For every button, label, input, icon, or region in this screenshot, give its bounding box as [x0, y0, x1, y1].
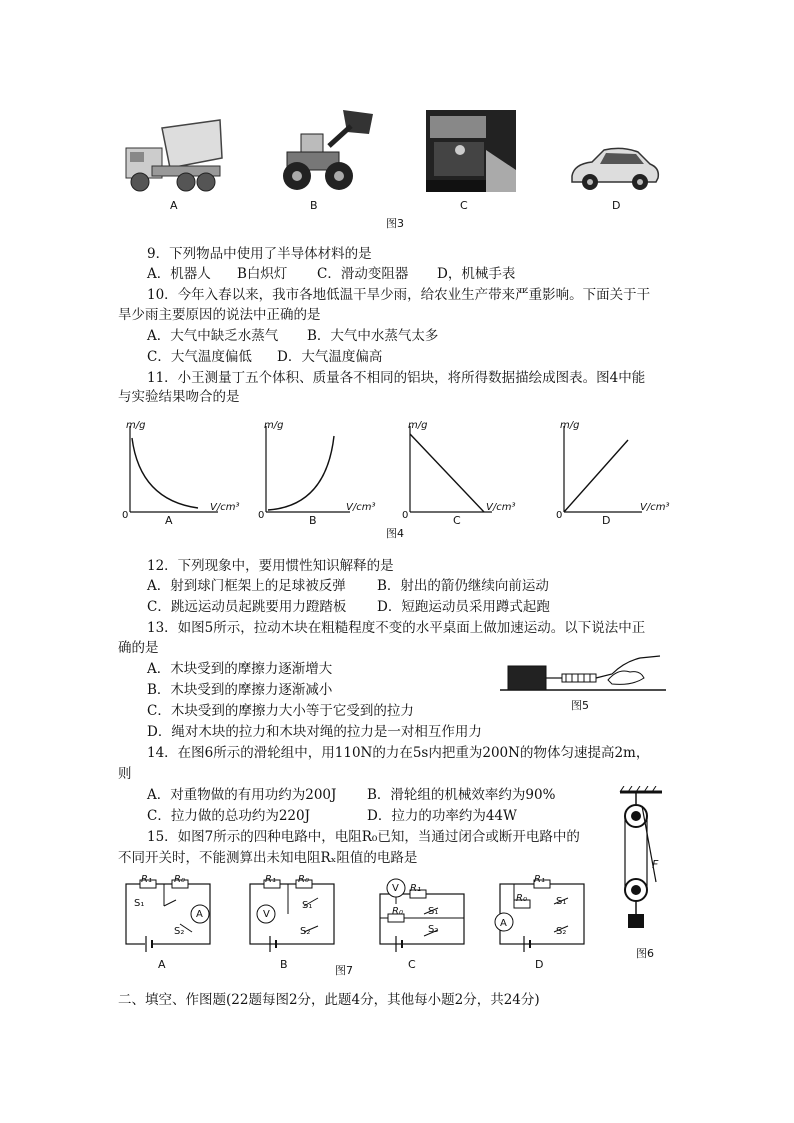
fig4-caption: 图4 [386, 527, 404, 540]
fig7-a-r1: R₁ [141, 874, 152, 885]
q13-option-d: D．绳对木块的拉力和木块对绳的拉力是一对相互作用力 [147, 724, 482, 740]
fig4-graph-a [130, 426, 218, 512]
q9-option-b: B白炽灯 [237, 266, 288, 282]
q14-option-d: D．拉力的功率约为44W [367, 808, 517, 824]
fig4-label-b: B [309, 514, 317, 527]
q12-option-d: D．短跑运动员采用蹲式起跑 [377, 599, 550, 615]
fig4-graph-b [266, 426, 350, 512]
q9-option-d: D，机械手表 [437, 266, 516, 282]
fig3-label-a: A [170, 199, 178, 212]
locomotive-icon [426, 110, 516, 192]
fig4-label-d: D [602, 514, 611, 527]
q13-option-a: A．木块受到的摩擦力逐渐增大 [147, 661, 333, 677]
q11-stem-2: 与实验结果吻合的是 [118, 389, 240, 405]
q11-stem-1: 11．小王测量丁五个体积、质量各不相同的铝块，将所得数据描绘成图表。图4中能 [147, 370, 646, 386]
q14-stem-2: 则 [118, 766, 132, 782]
fig5 [500, 652, 666, 696]
fig7-d-s1: S₁ [556, 896, 567, 907]
q12-stem: 12．下列现象中，要用惯性知识解释的是 [147, 558, 394, 574]
fig6-force-label: F [652, 858, 659, 871]
q10-option-b: B．大气中水蒸气太多 [307, 328, 439, 344]
fig4-c-xlabel: V/cm³ [486, 502, 516, 513]
q12-option-a: A．射到球门框架上的足球被反弹 [147, 578, 346, 594]
q10-stem-2: 旱少雨主要原因的说法中正确的是 [118, 307, 321, 323]
q9-option-a: A．机器人 [147, 266, 211, 282]
fig4-graph-c [410, 426, 492, 512]
fig7-circuit-d [495, 880, 584, 952]
fig7-c-r1: R₁ [410, 883, 421, 894]
fig4-b-origin: 0 [258, 510, 265, 521]
q10-stem-1: 10．今年入春以来，我市各地低温干旱少雨，给农业生产带来严重影响。下面关于干 [147, 287, 651, 303]
fig7-c-voltmeter: V [392, 883, 399, 894]
fig3-car [566, 144, 662, 192]
fig7-a-ammeter: A [196, 909, 203, 920]
q9-option-c: C．滑动变阻器 [317, 266, 409, 282]
fig7-c-s2: S₂ [428, 924, 439, 935]
fig7 [120, 874, 600, 954]
q13-stem-1: 13．如图5所示，拉动木块在粗糙程度不变的水平桌面上做加速运动。以下说法中正 [147, 620, 646, 636]
fig3-wheel-loader [273, 106, 377, 194]
q9-stem: 9．下列物品中使用了半导体材料的是 [147, 246, 372, 262]
fig4-a-xlabel: V/cm³ [210, 502, 240, 513]
fig6 [616, 786, 666, 942]
fig4-b-xlabel: V/cm³ [346, 502, 376, 513]
q14-stem-1: 14．在图6所示的滑轮组中，用110N的力在5s内把重为200N的物体匀速提高2m， [147, 745, 650, 761]
fig4-d-origin: 0 [556, 510, 563, 521]
fig7-label-d: D [535, 958, 544, 971]
q14-option-b: B．滑轮组的机械效率约为90% [367, 787, 556, 803]
fig7-caption: 图7 [335, 964, 353, 977]
section2-title: 二、填空、作图题(22题每图2分，此题4分，其他每小题2分，共24分) [118, 992, 540, 1008]
fig4-a-origin: 0 [122, 510, 129, 521]
fig4-c-origin: 0 [402, 510, 409, 521]
fig7-b-voltmeter: V [263, 909, 270, 920]
fig3-caption: 图3 [386, 217, 404, 230]
fig7-c-s1: S₁ [428, 906, 439, 917]
fig3-label-c: C [460, 199, 468, 212]
fig4-graph-d [564, 426, 642, 512]
fig7-label-a: A [158, 958, 166, 971]
fig4-label-a: A [165, 514, 173, 527]
fig7-d-s2: S₂ [556, 926, 567, 937]
fig3-dump-truck [122, 118, 224, 196]
q10-option-d: D．大气温度偏高 [277, 349, 383, 365]
wheel-loader-icon [273, 106, 377, 194]
fig3-label-d: D [612, 199, 621, 212]
fig7-label-c: C [408, 958, 416, 971]
fig4-d-xlabel: V/cm³ [640, 502, 670, 513]
fig7-a-s2: S₂ [174, 926, 185, 937]
fig7-b-s2: S₂ [300, 926, 311, 937]
fig3-locomotive [426, 110, 516, 192]
q13-option-c: C．木块受到的摩擦力大小等于它受到的拉力 [147, 703, 414, 719]
fig3-label-b: B [310, 199, 318, 212]
fig4-a-ylabel: m/g [126, 420, 146, 431]
fig7-b-s1: S₁ [302, 900, 313, 911]
fig7-d-r0: R₀ [516, 893, 527, 904]
fig7-b-r1: R₁ [265, 874, 276, 885]
q10-option-a: A．大气中缺乏水蒸气 [147, 328, 279, 344]
q13-stem-2: 确的是 [118, 640, 159, 656]
fig4-d-ylabel: m/g [560, 420, 580, 431]
q14-option-c: C．拉力做的总功约为220J [147, 808, 311, 824]
fig4-label-c: C [453, 514, 461, 527]
q15-stem-2: 不同开关时，不能测算出未知电阻Rₓ阻值的电路是 [118, 850, 418, 866]
q12-option-b: B．射出的箭仍继续向前运动 [377, 578, 549, 594]
fig4-b-ylabel: m/g [264, 420, 284, 431]
fig4-c-ylabel: m/g [408, 420, 428, 431]
fig7-d-ammeter: A [500, 918, 507, 929]
fig7-a-s1: S₁ [134, 898, 145, 909]
car-icon [566, 144, 662, 192]
dump-truck-icon [122, 118, 224, 196]
fig7-a-r0: R₀ [174, 874, 185, 885]
q10-option-c: C．大气温度偏低 [147, 349, 252, 365]
fig5-caption: 图5 [571, 699, 589, 712]
q15-stem-1: 15．如图7所示的四种电路中，电阻R₀已知，当通过闭合或断开电路中的 [147, 829, 580, 845]
fig7-c-r0: R₀ [392, 906, 403, 917]
q13-option-b: B．木块受到的摩擦力逐渐减小 [147, 682, 333, 698]
fig7-label-b: B [280, 958, 288, 971]
q12-option-c: C．跳远运动员起跳要用力蹬踏板 [147, 599, 347, 615]
fig7-d-r1: R₁ [534, 874, 545, 885]
fig6-caption: 图6 [636, 947, 654, 960]
q14-option-a: A．对重物做的有用功约为200J [147, 787, 337, 803]
fig7-b-r0: R₀ [298, 874, 309, 885]
